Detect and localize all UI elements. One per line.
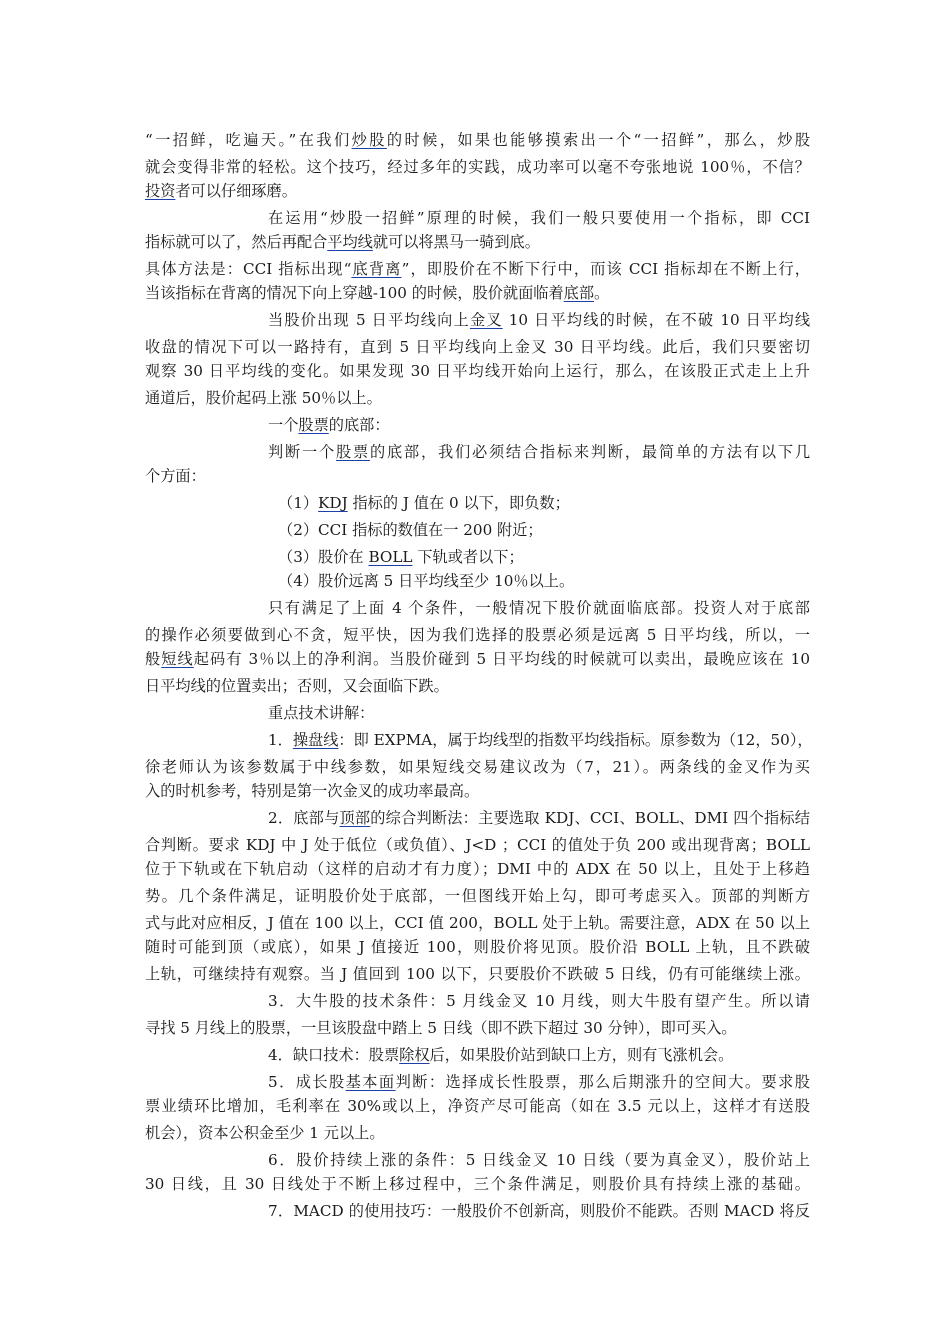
text-line [145,337,810,357]
text-run: 者可以仔细琢磨。 [175,182,297,200]
text-line [268,703,810,723]
text-run: 在运用“炒股一招鲜”原理的时候，我们一般只要使用一个指标，即 CCI [268,209,810,227]
text-line [278,493,810,513]
keyword-link[interactable]: KDJ [318,494,348,512]
text-line [145,157,810,177]
text-run: 般 [145,650,162,668]
text-line [145,1174,810,1194]
keyword-link[interactable]: 平均线 [327,233,373,251]
text-line [268,1150,810,1170]
keyword-link[interactable]: 股票 [335,443,370,461]
keyword-link[interactable]: 底背离 [351,260,402,278]
text-run: 10 日平均线的时候，在不破 10 日平均线 [502,311,811,329]
text-run: 2．底部与 [268,809,340,827]
text-run: 收盘的情况下可以一路持有，直到 5 日平均线向上金叉 30 日平均线。此后，我们只要密切 [145,338,810,356]
text-line [278,571,810,591]
text-line [145,913,810,933]
text-line [278,547,810,567]
text-run: 寻找 5 月线上的股票，一旦该股盘中踏上 5 日线（即不跌下超过 30 分钟），即可买入。 [145,1019,737,1037]
text-run: 徐老师认为该参数属于中线参数，如果短线交易建议改为（7，21）。两条线的金叉作为买 [145,758,810,776]
text-line [278,520,810,540]
text-run: 的时候，如果也能够摸索出一个“一招鲜”，那么，炒股 [386,131,811,149]
text-run: ：即 EXPMA，属于均线型的指数平均线指标。原参数为（12，50）， [338,731,813,749]
text-run: 式与此对应相反，J 值在 100 以上，CCI 值 200，BOLL 处于上轨。需要注意，ADX 在 50 以上 [145,914,810,932]
text-line [145,466,810,486]
text-line [268,442,810,462]
text-line [268,808,810,828]
text-run: 3．大牛股的技术条件：5 月线金叉 10 月线，则大牛股有望产生。所以请 [268,992,810,1010]
keyword-link[interactable]: 底部 [563,284,595,302]
text-line [145,361,810,381]
keyword-link[interactable]: 操盘线 [292,731,339,749]
text-run: 4．缺口技术：股票 [268,1046,400,1064]
text-line [145,781,810,801]
text-run: 30 日线，且 30 日线处于不断上移过程中，三个条件满足，则股价具有持续上涨的基础。 [145,1175,810,1193]
text-line [145,130,810,150]
text-run: 6．股价持续上涨的条件：5 日线金叉 10 日线（要为真金叉），股价站上 [268,1151,810,1169]
text-run: 指标就可以了，然后再配合 [145,233,328,251]
text-line [268,598,810,618]
text-run: （4）股价远离 5 日平均线至少 10％以上。 [278,572,575,590]
text-line [145,859,810,879]
text-run: ”，即股价在不断下行中，而该 CCI 指标却在不断上行， [401,260,810,278]
text-line [145,964,810,984]
text-run: 个方面： [145,467,206,485]
text-run: 1． [268,731,293,749]
text-run: 随时可能到顶（或底），如果 J 值接近 100，则股价将见顶。股价沿 BOLL 上轨，且不跌破 [145,938,810,956]
text-line [145,283,810,303]
keyword-link[interactable]: 股票 [298,416,329,434]
text-line [268,730,813,750]
text-line [145,181,810,201]
keyword-link[interactable]: 除权 [399,1046,430,1064]
keyword-link[interactable]: BOLL [368,548,413,566]
text-run: 当该指标在背离的情况下向上穿越-100 的时候，股价就面临着 [145,284,564,302]
keyword-link[interactable]: 短线 [161,650,194,668]
text-run: 日平均线的位置卖出；否则，又会面临下跌。 [145,677,449,695]
text-line [268,310,810,330]
text-line [145,757,810,777]
text-line [145,937,810,957]
text-line [145,259,810,279]
text-line [145,835,810,855]
text-run: 观察 30 日平均线的变化。如果发现 30 日平均线开始向上运行，那么，在该股正式走上上升 [145,362,810,380]
text-run: “一招鲜，吃遍天。”在我们 [145,131,352,149]
text-run: 后，如果股价站到缺口上方，则有飞涨机会。 [429,1046,734,1064]
text-run: 的操作必须要做到心不贪，短平快，因为我们选择的股票必须是远离 5 日平均线，所以，一 [145,626,810,644]
text-run: 只有满足了上面 4 个条件，一般情况下股价就面临底部。投资人对于底部 [268,599,810,617]
keyword-link[interactable]: 金叉 [469,311,503,329]
text-line [268,415,810,435]
text-run: 。 [594,284,610,302]
text-run: 上轨，可继续持有观察。当 J 值回到 100 以下，只要股价不跌破 5 日线，仍有可能继续上涨。 [145,965,810,983]
keyword-link[interactable]: 基本面 [345,1073,396,1091]
text-run: 票业绩环比增加，毛利率在 30%或以上，净资产尽可能高（如在 3.5 元以上，这样才有送股 [145,1097,810,1115]
text-run: 入的时机参考，特别是第一次金叉的成功率最高。 [145,782,480,800]
keyword-link[interactable]: 投资 [145,182,176,200]
text-run: 5．成长股 [268,1073,346,1091]
text-run: 的底部，我们必须结合指标来判断，最简单的方法有以下几 [369,443,811,461]
text-run: 判断：选择成长性股票，那么后期涨升的空间大。要求股 [395,1073,810,1091]
text-run: 势。几个条件满足，证明股价处于底部，一但图线开始上勾，即可考虑买入。顶部的判断方 [145,887,810,905]
text-line [145,649,810,669]
text-line [145,886,810,906]
text-run: 7．MACD 的使用技巧：一般股价不创新高，则股价不能跌。否则 MACD 将反 [268,1202,810,1220]
text-run: 就可以将黑马一骑到底。 [372,233,540,251]
text-line [268,1072,810,1092]
text-run: 判断一个 [268,443,336,461]
text-run: 机会），资本公积金至少 1 元以上。 [145,1124,385,1142]
text-run: 指标的 J 值在 0 以下，即负数； [347,494,570,512]
text-line [145,388,810,408]
text-run: 的综合判断法：主要选取 KDJ、CCI、BOLL、DMI 四个指标结 [370,809,810,827]
text-run: （2）CCI 指标的数值在一 200 附近； [278,521,543,539]
text-run: 位于下轨或在下轨启动（这样的启动才有力度）；DMI 中的 ADX 在 50 以上，且处于上移趋 [145,860,810,878]
text-run: 重点技术讲解： [268,704,375,722]
text-run: 具体方法是：CCI 指标出现“ [145,260,352,278]
text-run: 合判断。要求 KDJ 中 J 处于低位（或负值）、J<D ；CCI 的值处于负 200 或出现背离；BOLL [145,836,810,854]
text-line [145,676,810,696]
text-line [268,208,810,228]
text-line [145,1123,810,1143]
text-line [145,1018,810,1038]
text-run: 一个 [268,416,299,434]
text-run: 的底部： [328,416,390,434]
text-run: 起码有 3％以上的净利润。当股价碰到 5 日平均线的时候就可以卖出，最晚应该在 10 [193,650,811,668]
text-run: （3）股价在 [278,548,369,566]
text-run: 通道后，股价起码上涨 50％以上。 [145,389,382,407]
text-run: 就会变得非常的轻松。这个技巧，经过多年的实践，成功率可以毫不夸张地说 100％，不信？ [145,158,810,176]
text-run: 下轨或者以下； [412,548,524,566]
text-line [268,991,810,1011]
text-line [145,1096,810,1116]
text-line [268,1045,810,1065]
text-run: 当股价出现 5 日平均线向上 [268,311,470,329]
keyword-link[interactable]: 顶部 [339,809,371,827]
keyword-link[interactable]: 炒股 [351,131,387,149]
text-line [145,232,810,252]
text-line [145,625,810,645]
text-run: （1） [278,494,319,512]
text-line [268,1201,810,1221]
